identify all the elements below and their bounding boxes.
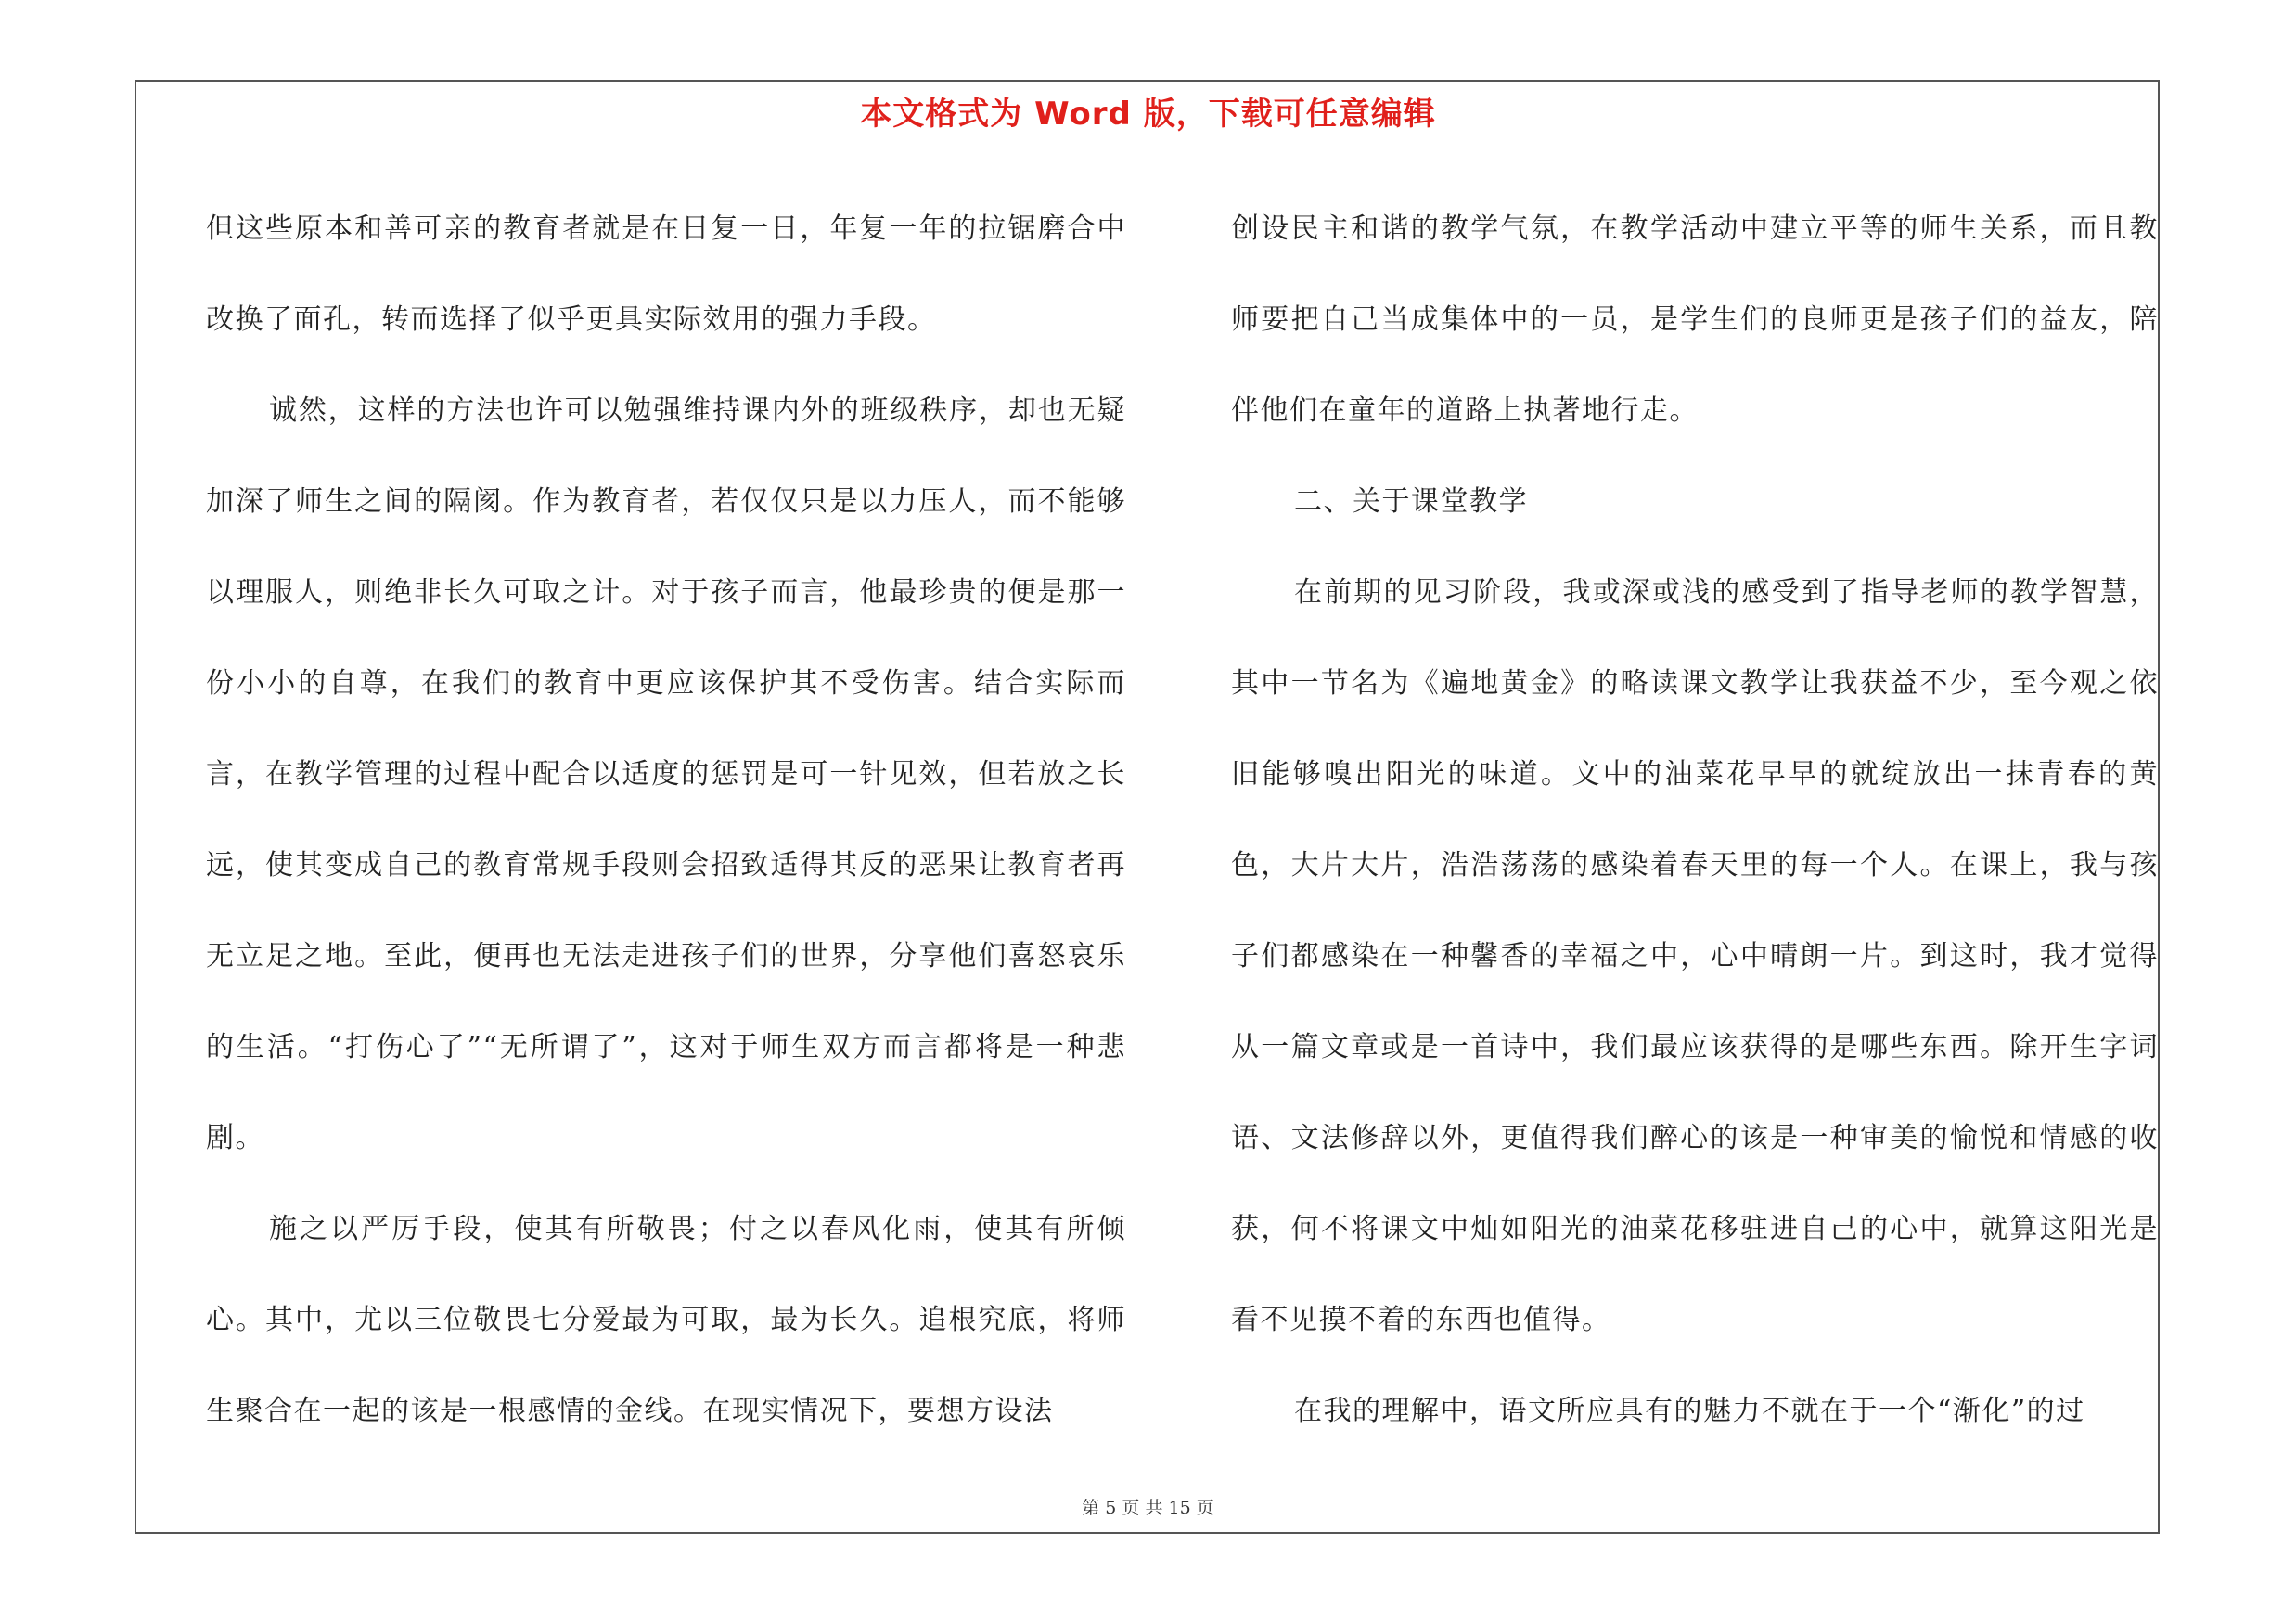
paragraph: 施之以严厉手段，使其有所敬畏；付之以春风化雨，使其有所倾心。其中，尤以三位敬畏七分爱最为可取，最为长久。追根究底，将师生聚合在一起的该是一根感情的金线。在现实情况下，要想方设法 [206, 1213, 1126, 1427]
word-format-banner: 本文格式为 Word 版，下载可任意编辑 [860, 96, 1436, 133]
paragraph: 在前期的见习阶段，我或深或浅的感受到了指导老师的教学智慧，其中一节名为《遍地黄金》的略读课文教学让我获益不少，至今观之依旧能够嗅出阳光的味道。文中的油菜花早早的就绽放出一抹青春的黄色，大片大片，浩浩荡荡的感染着春天里的每一个人。在课上，我与孩子们都感染在一种馨香的幸福之中，心中晴朗一片。到这时，我才觉得从一篇文章或是一首诗中，我们最应该获得的是哪些东西。除开生字词语、文法修辞以外，更值得我们醉心的该是一种审美的愉悦和情感的收获，何不将课文中灿如阳光的油菜花移驻进自己的心中，就算这阳光是看不见摸不着的东西也值得。 [1231, 576, 2159, 1336]
right-text-column [1231, 184, 2159, 1457]
left-text-column [206, 184, 1126, 1457]
paragraph: 诚然，这样的方法也许可以勉强维持课内外的班级秩序，却也无疑加深了师生之间的隔阂。作为教育者，若仅仅只是以力压人，而不能够以理服人，则绝非长久可取之计。对于孩子而言，他最珍贵的便是那一份小小的自尊，在我们的教育中更应该保护其不受伤害。结合实际而言，在教学管理的过程中配合以适度的惩罚是可一针见效，但若放之长远，使其变成自己的教育常规手段则会招致适得其反的恶果让教育者再无立足之地。至此，便再也无法走进孩子们的世界，分享他们喜怒哀乐的生活。“打伤心了”“无所谓了”，这对于师生双方而言都将是一种悲剧。 [206, 394, 1126, 1154]
paragraph: 但这些原本和善可亲的教育者就是在日复一日，年复一年的拉锯磨合中改换了面孔，转而选择了似乎更具实际效用的强力手段。 [206, 213, 1126, 336]
page-number: 第 5 页 共 15 页 [1082, 1498, 1214, 1518]
paragraph: 在我的理解中，语文所应具有的魅力不就在于一个“渐化”的过 [1294, 1395, 2085, 1427]
section-heading: 二、关于课堂教学 [1294, 485, 1528, 518]
paragraph: 创设民主和谐的教学气氛，在教学活动中建立平等的师生关系，而且教师要把自己当成集体中的一员，是学生们的良师更是孩子们的益友，陪伴他们在童年的道路上执著地行走。 [1231, 213, 2159, 427]
